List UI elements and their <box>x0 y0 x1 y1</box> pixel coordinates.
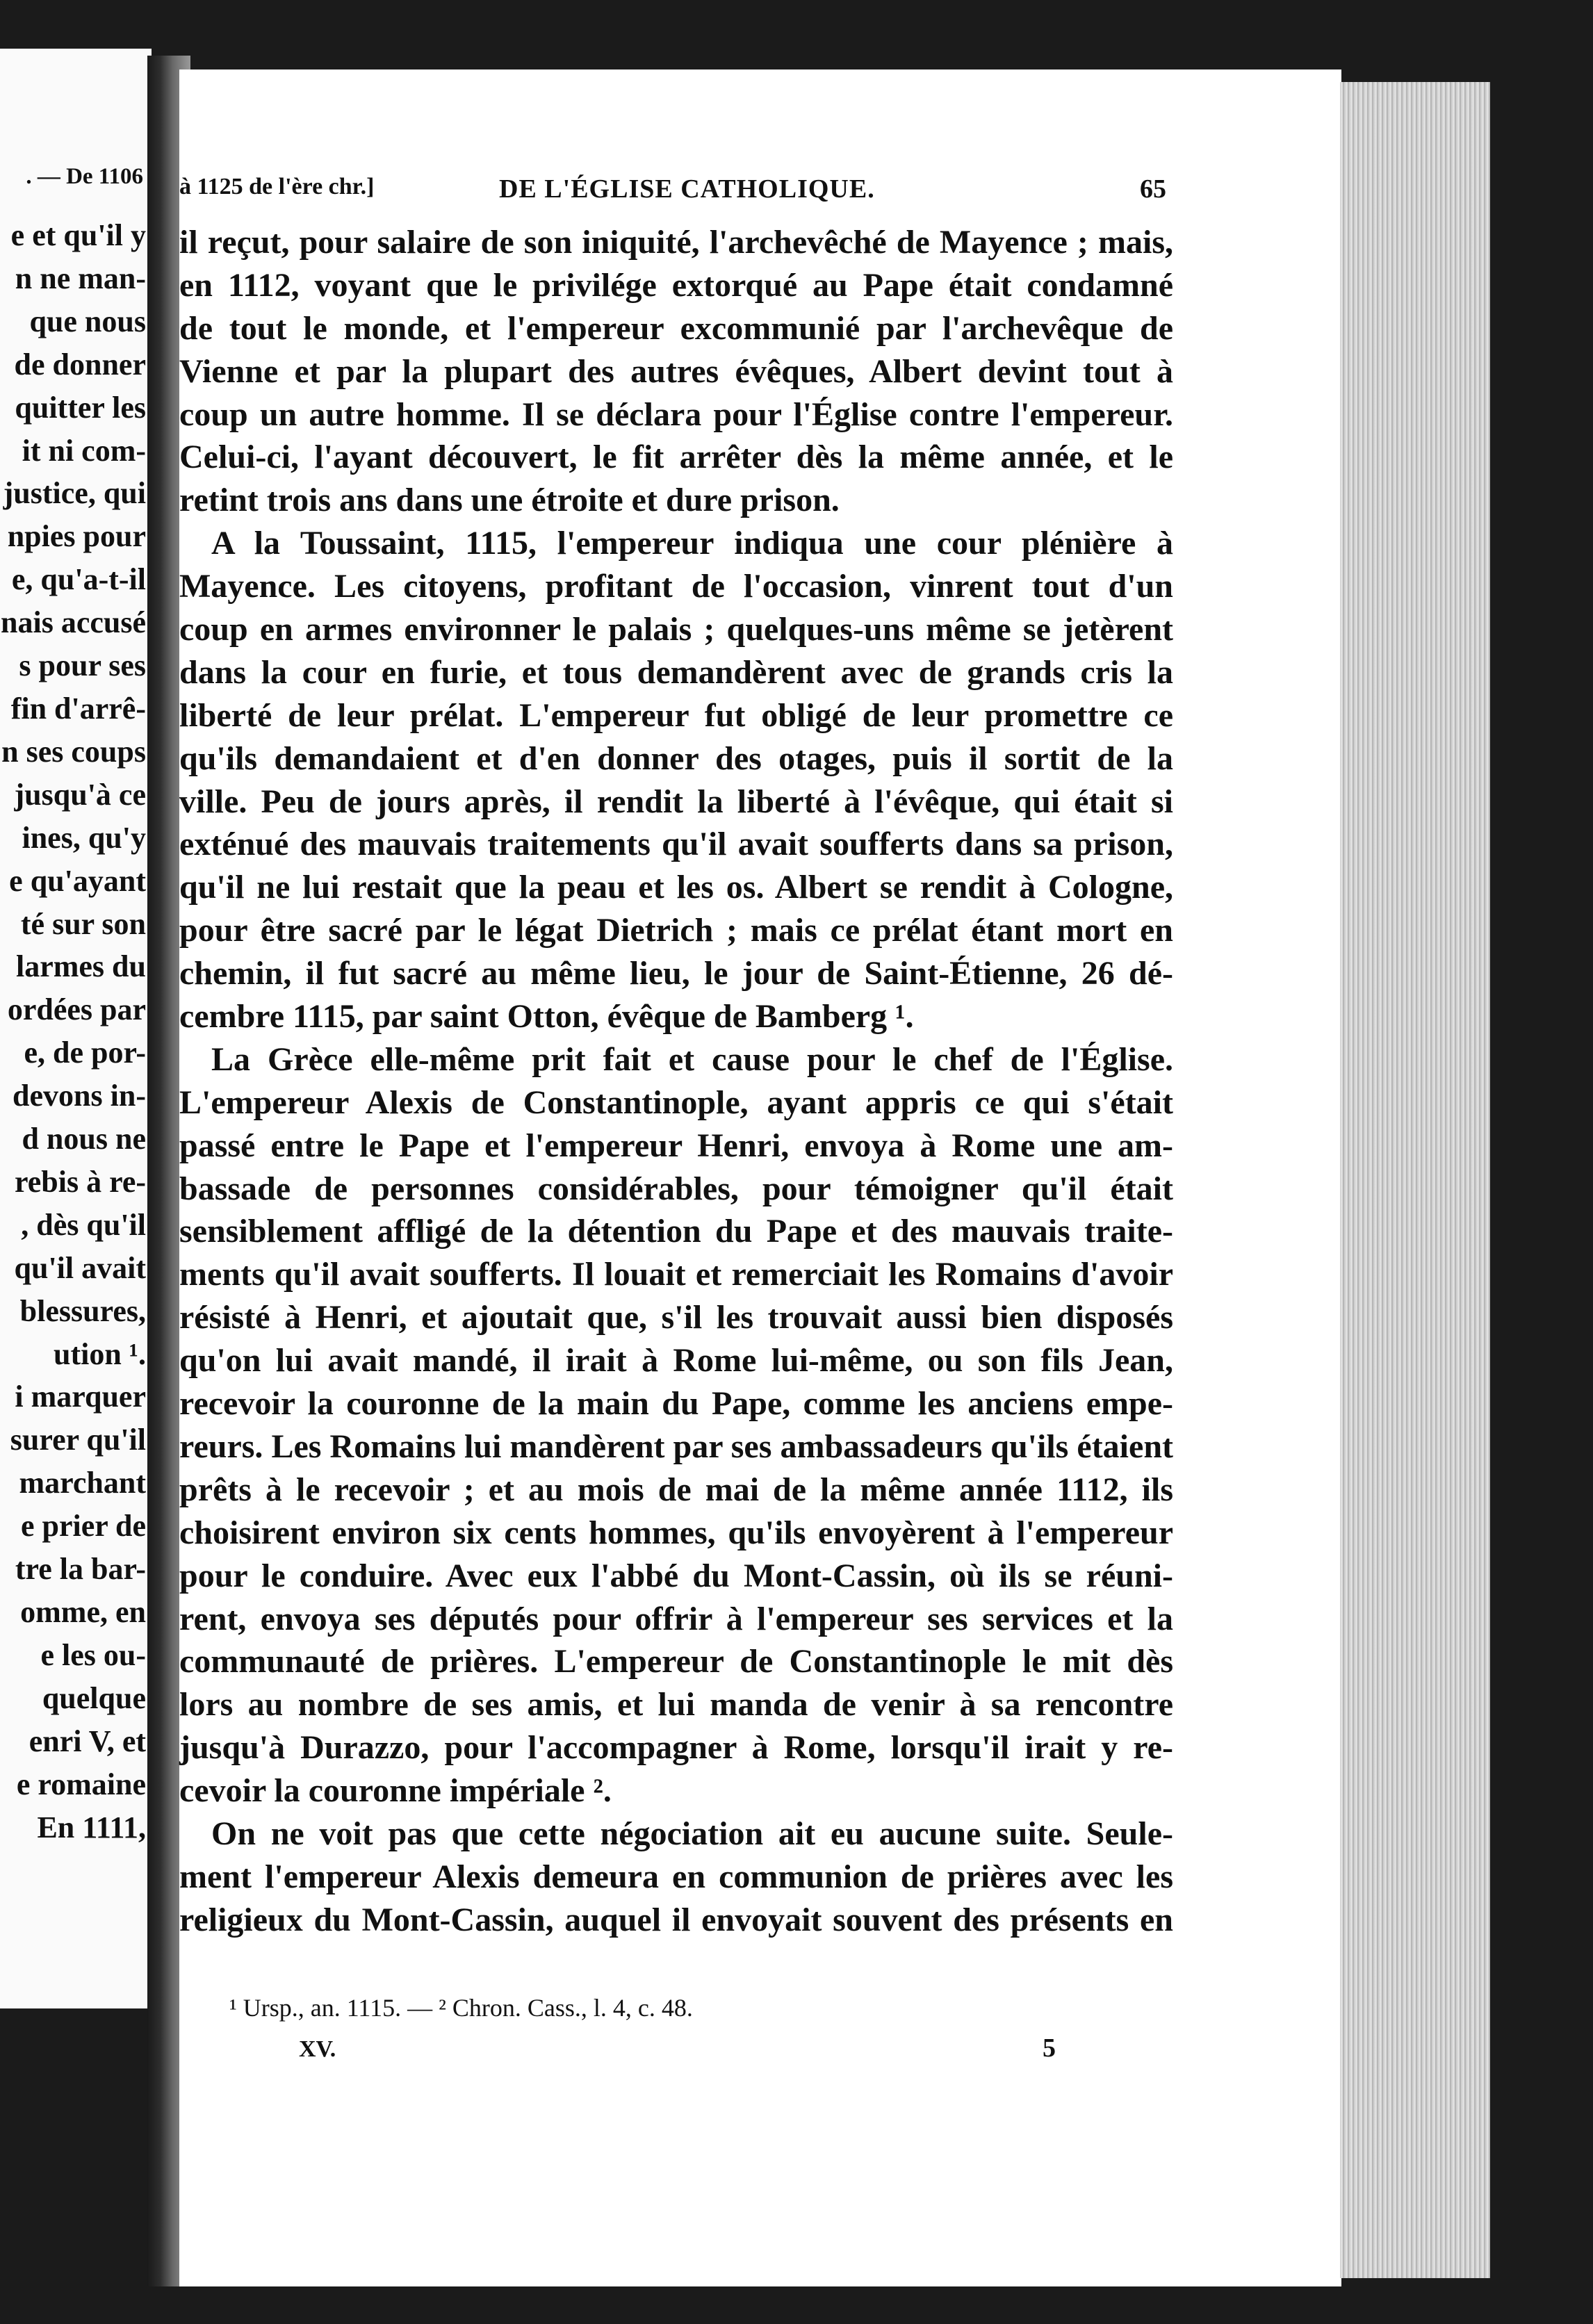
left-page-line: e et qu'il y <box>10 218 146 252</box>
text-line: choisirent environ six cents hommes, qu'ils envoyèrent à l'empereur <box>179 1514 1173 1551</box>
text-line: retint trois ans dans une étroite et dure prison. <box>179 482 840 519</box>
left-page-line: té sur son <box>20 906 146 941</box>
left-page-line: devons in- <box>13 1079 146 1113</box>
left-page-line: de donner <box>14 347 146 382</box>
left-page-line: , dès qu'il <box>21 1207 146 1242</box>
text-line: ments qu'il avait soufferts. Il louait et remerciait les Romains d'avoir <box>179 1256 1173 1293</box>
text-line: On ne voit pas que cette négociation ait eu aucune suite. Seule- <box>211 1815 1173 1852</box>
left-page-line: e qu'ayant <box>9 863 146 898</box>
left-page-line: n ses coups <box>1 734 146 769</box>
text-line: lors au nombre de ses amis, et lui manda de venir à sa rencontre <box>179 1686 1173 1724</box>
left-page-line: d nous ne <box>22 1122 146 1156</box>
left-facing-page <box>0 49 152 2008</box>
signature-mark: XV. <box>299 2036 336 2062</box>
text-line: de tout le monde, et l'empereur excommunié par l'archevêque de <box>179 309 1173 347</box>
running-head-title: DE L'ÉGLISE CATHOLIQUE. <box>499 174 875 204</box>
page-edges <box>1340 82 1490 2278</box>
text-line: reurs. Les Romains lui mandèrent par ses ambassadeurs qu'ils étaient <box>179 1427 1173 1465</box>
text-line: Mayence. Les citoyens, profitant de l'occasion, vinrent tout d'un <box>179 568 1173 605</box>
text-line: cembre 1115, par saint Otton, évêque de Bamberg ¹. <box>179 998 914 1036</box>
left-page-line: que nous <box>29 304 146 338</box>
left-page-line: s pour ses <box>19 648 146 683</box>
text-line: exténué des mauvais traitements qu'il avait soufferts dans sa prison, <box>179 826 1173 863</box>
body-text <box>179 221 1173 1942</box>
text-line: ment l'empereur Alexis demeura en communion de prières avec les <box>179 1858 1173 1895</box>
text-line: qu'il ne lui restait que la peau et les os. Albert se rendit à Cologne, <box>179 869 1173 906</box>
running-head-date-range: à 1125 de l'ère chr.] <box>179 174 375 199</box>
text-line: rent, envoya ses députés pour offrir à l'empereur ses services et la <box>179 1600 1173 1637</box>
left-page-line: justice, qui <box>3 476 146 511</box>
left-page-line: fin d'arrê- <box>10 691 146 726</box>
text-line: liberté de leur prélat. L'empereur fut obligé de leur promettre ce <box>179 696 1173 734</box>
left-page-line: e les ou- <box>40 1637 146 1672</box>
left-page-line: ution ¹. <box>53 1336 146 1371</box>
left-page-line: omme, en <box>20 1595 146 1629</box>
text-line: communauté de prières. L'empereur de Constantinople le mit dès <box>179 1643 1173 1680</box>
text-line: résisté à Henri, et ajoutait que, s'il les trouvait aussi bien disposés <box>179 1299 1173 1336</box>
text-line: il reçut, pour salaire de son iniquité, l'archevêché de Mayence ; mais, <box>179 224 1173 261</box>
text-line: pour être sacré par le légat Dietrich ; mais ce prélat étant mort en <box>179 912 1173 949</box>
left-page-running-head: . — De 1106 <box>26 164 143 189</box>
text-line: pour le conduire. Avec eux l'abbé du Mont-Cassin, où ils se réuni- <box>179 1557 1173 1594</box>
left-page-line: n ne man- <box>15 261 146 295</box>
text-line: qu'ils demandaient et d'en donner des otages, puis il sortit de la <box>179 739 1173 777</box>
text-line: bassade de personnes considérables, pour témoigner qu'il était <box>179 1170 1173 1207</box>
left-page-line: tre la bar- <box>15 1552 146 1587</box>
text-line: chemin, il fut sacré au même lieu, le jour de Saint-Étienne, 26 dé- <box>179 955 1173 992</box>
text-line: sensiblement affligé de la détention du Pape et des mauvais traite- <box>179 1213 1173 1250</box>
text-line: qu'on lui avait mandé, il irait à Rome lui-même, ou son fils Jean, <box>179 1342 1173 1380</box>
left-page-line: it ni com- <box>22 433 146 468</box>
text-line: religieux du Mont-Cassin, auquel il envoyait souvent des présents en <box>179 1901 1173 1938</box>
left-page-line: enri V, et <box>28 1724 146 1758</box>
text-line: Celui-ci, l'ayant découvert, le fit arrêter dès la même année, et le <box>179 439 1173 476</box>
text-line: L'empereur Alexis de Constantinople, ayant appris ce qui s'était <box>179 1083 1173 1121</box>
sheet-number: 5 <box>1043 2034 1056 2063</box>
left-page-line: npies pour <box>7 519 146 554</box>
text-line: Vienne et par la plupart des autres évêques, Albert devint tout à <box>179 352 1173 390</box>
left-page-text <box>1 214 146 1849</box>
text-line: coup en armes environner le palais ; quelques-uns même se jetèrent <box>179 611 1173 648</box>
text-line: ville. Peu de jours après, il rendit la liberté à l'évêque, qui était si <box>179 783 1173 820</box>
text-line: en 1112, voyant que le privilége extorqué au Pape était condamné <box>179 266 1173 304</box>
left-page-line: quitter les <box>15 390 146 425</box>
text-line: jusqu'à Durazzo, pour l'accompagner à Rome, lorsqu'il irait y re- <box>179 1729 1173 1767</box>
left-page-line: quelque <box>42 1680 146 1715</box>
left-page-line: blessures, <box>19 1293 146 1328</box>
left-page-line: qu'il avait <box>14 1250 146 1285</box>
left-page-line: marchant <box>19 1466 146 1500</box>
left-page-line: e prier de <box>20 1509 146 1544</box>
page-number: 65 <box>1140 174 1166 204</box>
left-page-line: En 1111, <box>37 1810 146 1844</box>
left-page-line: ines, qu'y <box>22 820 146 855</box>
left-page-line: i marquer <box>15 1380 146 1414</box>
text-line: recevoir la couronne de la main du Pape, comme les anciens empe- <box>179 1385 1173 1423</box>
left-page-line: jusqu'à ce <box>14 777 146 812</box>
text-line: prêts à le recevoir ; et au mois de mai de la même année 1112, ils <box>179 1471 1173 1508</box>
text-line: A la Toussaint, 1115, l'empereur indiqua une cour plénière à <box>211 525 1173 562</box>
text-line: coup un autre homme. Il se déclara pour l'Église contre l'empereur. <box>179 395 1173 433</box>
left-page-line: nais accusé <box>1 605 146 640</box>
left-page-line: e, de por- <box>24 1036 146 1070</box>
left-page-line: larmes du <box>16 949 146 984</box>
footnotes: ¹ Ursp., an. 1115. — ² Chron. Cass., l. 4, c. 48. <box>229 1994 693 2022</box>
left-page-line: rebis à re- <box>15 1164 146 1199</box>
text-line: cevoir la couronne impériale ². <box>179 1772 612 1810</box>
left-page-line: e, qu'a-t-il <box>11 562 146 597</box>
left-page-line: e romaine <box>16 1767 146 1801</box>
text-line: dans la cour en furie, et tous demandèrent avec de grands cris la <box>179 653 1173 691</box>
left-page-line: ordées par <box>7 992 146 1027</box>
text-line: passé entre le Pape et l'empereur Henri, envoya à Rome une am- <box>179 1127 1173 1164</box>
text-line: La Grèce elle-même prit fait et cause pour le chef de l'Église. <box>211 1040 1173 1078</box>
running-head <box>179 174 1166 208</box>
left-page-line: surer qu'il <box>10 1423 146 1457</box>
